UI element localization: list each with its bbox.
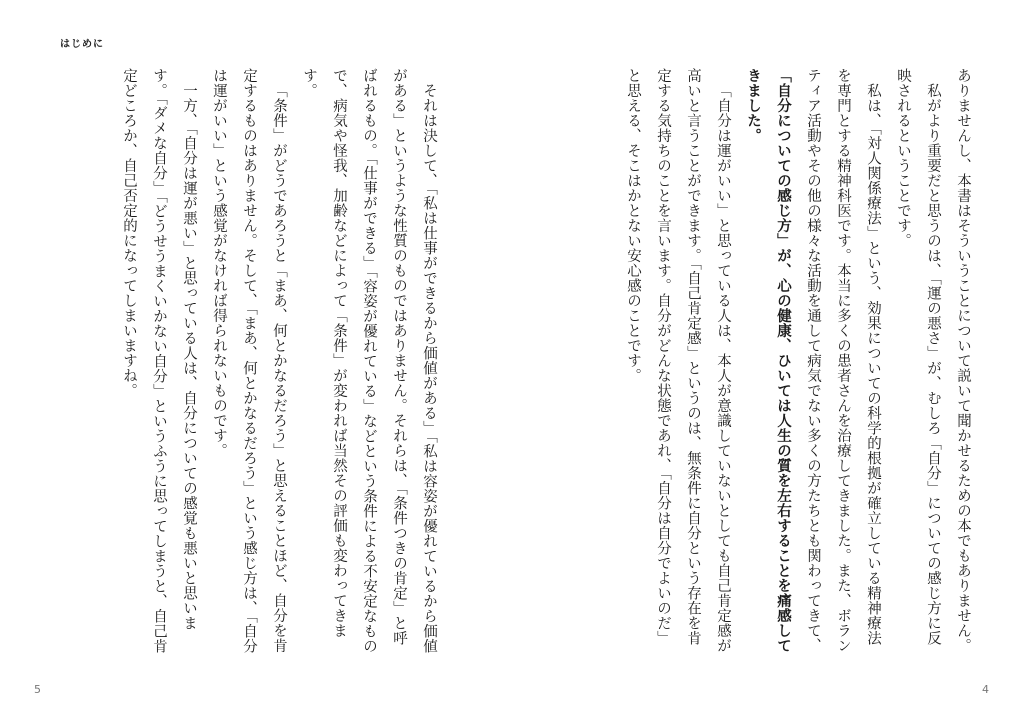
paragraph: ありませんし、本書はそういうことについて説いて聞かせるための本でもありません。 (955, 68, 971, 653)
running-head: はじめに (60, 39, 104, 50)
bold-emphasis: 「自分についての感じ方」が、心の健康、ひいては人生の質を左右することを痛感してきました。 (745, 68, 791, 653)
page-number-right: 4 (982, 683, 989, 696)
paragraph: 「自分は運がいい」と思っている人は、本人が意識していないとしても自己肯定感が高いと言うことができます。「自己肯定感」というのは、無条件に自分という存在を肯定する気持ちのことを言います。自分がどんな状態であれ、「自分は自分でよいのだ」と思える、そこはかとない安心感のことです。 (625, 68, 731, 653)
paragraph (738, 68, 888, 656)
paragraph: 私がより重要だと思うのは、「運の悪さ」が、むしろ「自分」についての感じ方に反映されるということです。 (895, 68, 941, 646)
paragraph: 「条件」がどうであろうと「まあ、何とかなるだろう」と思えることほど、自分を肯定するものはありません。そして、「まあ、何とかなるだろう」という感じ方は、「自分は運がいい」という感覚がなければ得られないものです。 (211, 68, 287, 654)
paragraph-text: 私は、「対人関係療法」という、効果についての科学的根拠が確立している精神療法を専門とする精神科医です。本当に多くの患者さんを治療してきました。また、ボランティア活動やその他の様々な活動を通して病気でない多くの方たちとも関わってきて、 (805, 68, 881, 653)
page-number-left: 5 (34, 683, 41, 696)
paragraph: それは決して、「私は仕事ができるから価値がある」「私は容姿が優れているから価値がある」というような性質のものではありません。それらは、「条件つきの肯定」と呼ばれるもの。「仕事ができる」「容姿が優れている」などという条件による不安定なもので、病気や怪我、加齢などによって「条件」が変われば当然その評価も変わってきます。 (301, 68, 437, 654)
paragraph: 一方、「自分は運が悪い」と思っている人は、自分についての感覚も悪いと思います。「ダメな自分」「どうせうまくいかない自分」というふうに思ってしまうと、自己肯定どころか、自己否定的になってしまいますね。 (121, 68, 197, 654)
left-page-text (104, 68, 444, 656)
right-page-text (598, 68, 978, 656)
